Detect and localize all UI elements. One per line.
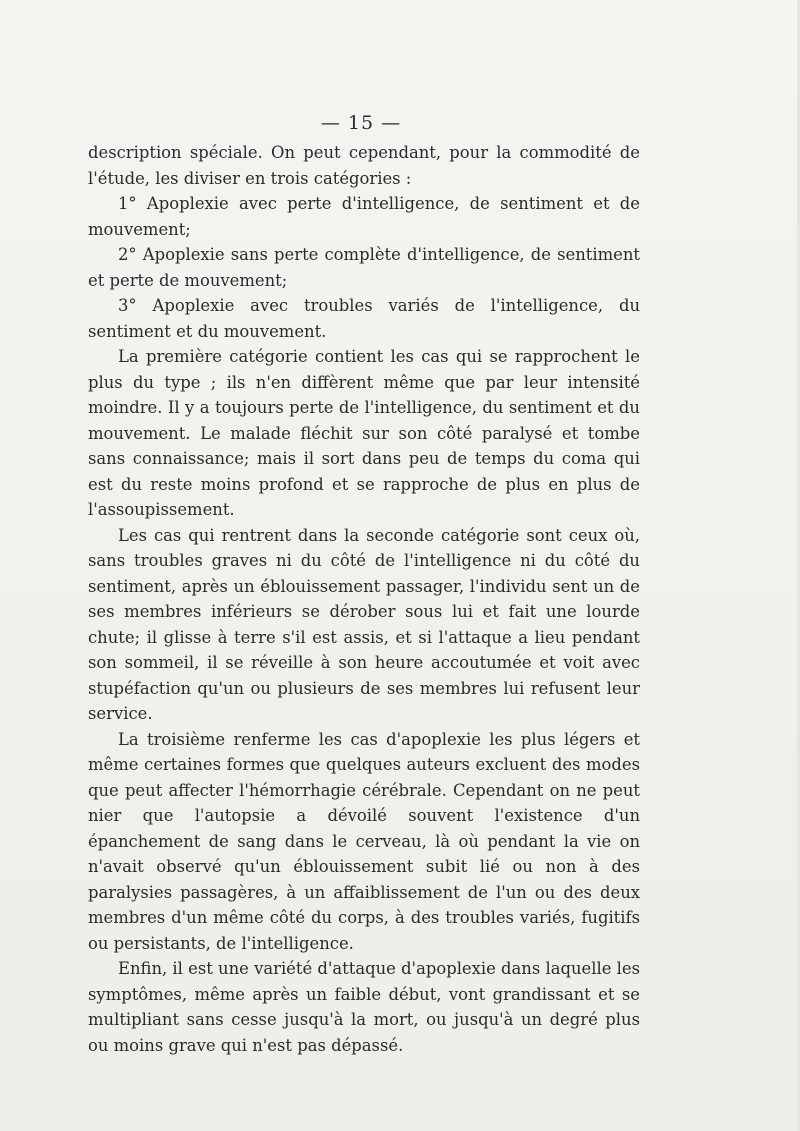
paragraph-first-category: La première catégorie contient les cas qui se rapprochent le plus du type ; ils n'en diffèrent même que par leur intensité moindre. Il y a toujours perte de l'intelligence, du sentiment et du mouvement. Le malade fléchit sur son côté paralysé et tombe sans connaissance; mais il sort dans peu de temps du coma qui est du reste moins profond et se rapproche de plus en plus de l'assoupissement. bbox=[88, 347, 640, 519]
paragraph-third-category: La troisième renferme les cas d'apoplexie les plus légers et même certaines formes que quelques auteurs excluent des modes que peut affecter l'hémorrhagie cérébrale. Cependant on ne peut nier que l'autopsie a dévoilé souvent l'existence d'un épanchement de sang dans le cerveau, là où pendant la vie on n'avait observé qu'un éblouissement subit lié ou non à des paralysies passagères, à un affaiblissement de l'un ou des deux membres d'un même côté du corps, à des troubles variés, fugitifs ou persistants, de l'intelligence. bbox=[88, 729, 640, 953]
list-item-category-3: 3° Apoplexie avec troubles variés de l'intelligence, du sentiment et du mouvement. bbox=[88, 296, 640, 341]
paragraph-progressive-variety: Enfin, il est une variété d'attaque d'apoplexie dans laquelle les symptômes, même après un faible début, vont grandissant et se multipliant sans cesse jusqu'à la mort, ou jusqu'à un degré plus ou moins grave qui n'est pas dépassé. bbox=[88, 959, 640, 1055]
paragraph-intro: description spéciale. On peut cependant, pour la commodité de l'étude, les diviser en trois catégories : bbox=[88, 143, 640, 188]
paragraph-second-category: Les cas qui rentrent dans la seconde catégorie sont ceux où, sans troubles graves ni du côté de l'intelligence ni du côté du sentiment, après un éblouissement passager, l'individu sent un de ses membres inférieurs se dérober sous lui et fait une lourde chute; il glisse à terre s'il est assis, et si l'attaque a lieu pendant son sommeil, il se réveille à son heure accoutumée et voit avec stupéfaction qu'un ou plusieurs de ses membres lui refusent leur service. bbox=[88, 525, 640, 723]
body-text bbox=[88, 140, 640, 1058]
page-number: — 15 — bbox=[320, 112, 402, 134]
list-item-category-1: 1° Apoplexie avec perte d'intelligence, de sentiment et de mouvement; bbox=[88, 194, 640, 239]
list-item-category-2: 2° Apoplexie sans perte complète d'intelligence, de sentiment et perte de mouvement; bbox=[88, 245, 640, 290]
